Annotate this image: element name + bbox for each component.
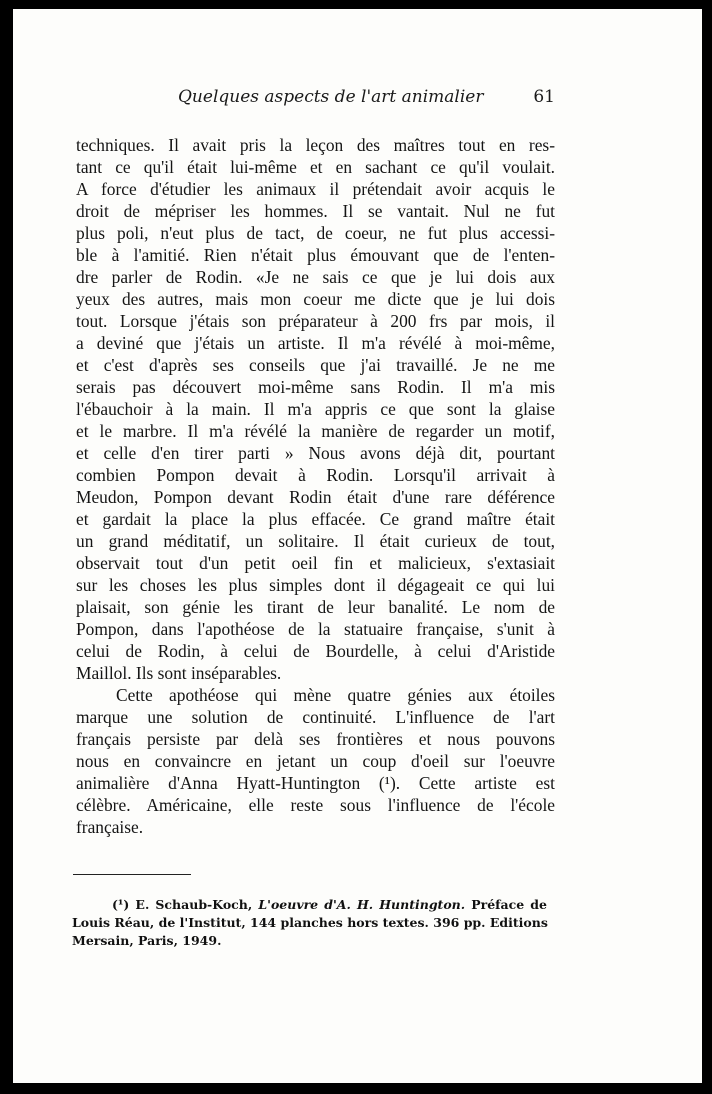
footnote-line-2: Louis Réau, de l'Institut, 144 planches hors textes. 396 pp. Editions [72, 915, 548, 930]
paragraph-1 [76, 134, 555, 684]
paragraph1-line: un grand méditatif, un solitaire. Il était curieux de tout, [76, 531, 555, 551]
paragraph2-line: nous en convaincre en jetant un coup d'oeil sur l'oeuvre [76, 751, 555, 771]
running-title: Quelques aspects de l'art animalier [178, 87, 484, 107]
paragraph2-line: Cette apothéose qui mène quatre génies aux étoiles [116, 685, 555, 705]
paragraph1-line: Meudon, Pompon devant Rodin était d'une rare déférence [76, 487, 555, 507]
footnote [72, 896, 547, 950]
paragraph1-line: droit de mépriser les hommes. Il se vantait. Nul ne fut [76, 201, 555, 221]
paragraph-2 [76, 684, 555, 838]
main-text [76, 134, 555, 838]
book-page [13, 9, 702, 1083]
footnote-line-3: Mersain, Paris, 1949. [72, 933, 222, 948]
paragraph2-line: française. [76, 817, 144, 837]
footnote-author: E. Schaub-Koch, [135, 897, 253, 912]
paragraph1-line: et le marbre. Il m'a révélé la manière de regarder un motif, [76, 421, 555, 441]
paragraph1-line: sur les choses les plus simples dont il dégageait ce qui lui [76, 575, 555, 595]
paragraph1-line: et c'est d'après ses conseils que j'ai travaillé. Je ne me [76, 355, 555, 375]
paragraph1-line: observait tout d'un petit oeil fin et malicieux, s'extasiait [76, 553, 555, 573]
paragraph2-line: français persiste par delà ses frontières et nous pouvons [76, 729, 555, 749]
paragraph1-line: yeux des autres, mais mon coeur me dicte que je lui dois [76, 289, 555, 309]
paragraph1-line: tant ce qu'il était lui-même et en sachant ce qu'il voulait. [76, 157, 555, 177]
paragraph2-line: animalière d'Anna Hyatt-Huntington (¹). Cette artiste est [76, 773, 555, 793]
paragraph1-line: a deviné que j'étais un artiste. Il m'a révélé à moi-même, [76, 333, 555, 353]
paragraph1-line: ble à l'amitié. Rien n'était plus émouvant que de l'enten- [76, 245, 555, 265]
paragraph1-line: et gardait la place la plus effacée. Ce grand maître était [76, 509, 555, 529]
footnote-line-1 [72, 896, 547, 914]
paragraph1-line: techniques. Il avait pris la leçon des maîtres tout en res- [76, 135, 555, 155]
paragraph1-line: Maillol. Ils sont inséparables. [76, 663, 282, 683]
footnote-work-title: L'oeuvre d'A. H. Huntington. [258, 897, 466, 912]
paragraph1-line: combien Pompon devait à Rodin. Lorsqu'il arrivait à [76, 465, 555, 485]
footnote-separator [73, 874, 191, 875]
paragraph1-line: et celle d'en tirer parti » Nous avons déjà dit, pourtant [76, 443, 555, 463]
paragraph1-line: dre parler de Rodin. «Je ne sais ce que je lui dois aux [76, 267, 555, 287]
paragraph1-line: plaisait, son génie les tirant de leur banalité. Le nom de [76, 597, 555, 617]
paragraph2-line: célèbre. Américaine, elle reste sous l'influence de l'école [76, 795, 555, 815]
paragraph1-line: A force d'étudier les animaux il prétendait avoir acquis le [76, 179, 555, 199]
footnote-line1-rest: Préface de [471, 897, 547, 912]
footnote-marker: (¹) [112, 897, 130, 912]
paragraph1-line: Pompon, dans l'apothéose de la statuaire française, s'unit à [76, 619, 555, 639]
paragraph1-line: tout. Lorsque j'étais son préparateur à 200 frs par mois, il [76, 311, 555, 331]
paragraph2-line: marque une solution de continuité. L'influence de l'art [76, 707, 555, 727]
paragraph1-line: celui de Rodin, à celui de Bourdelle, à celui d'Aristide [76, 641, 555, 661]
paragraph1-line: serais pas découvert moi-même sans Rodin. Il m'a mis [76, 377, 555, 397]
page-number: 61 [533, 87, 555, 107]
running-header [13, 87, 702, 111]
paragraph1-line: l'ébauchoir à la main. Il m'a appris ce que sont la glaise [76, 399, 555, 419]
paragraph1-line: plus poli, n'eut plus de tact, de coeur, ne fut plus accessi- [76, 223, 555, 243]
